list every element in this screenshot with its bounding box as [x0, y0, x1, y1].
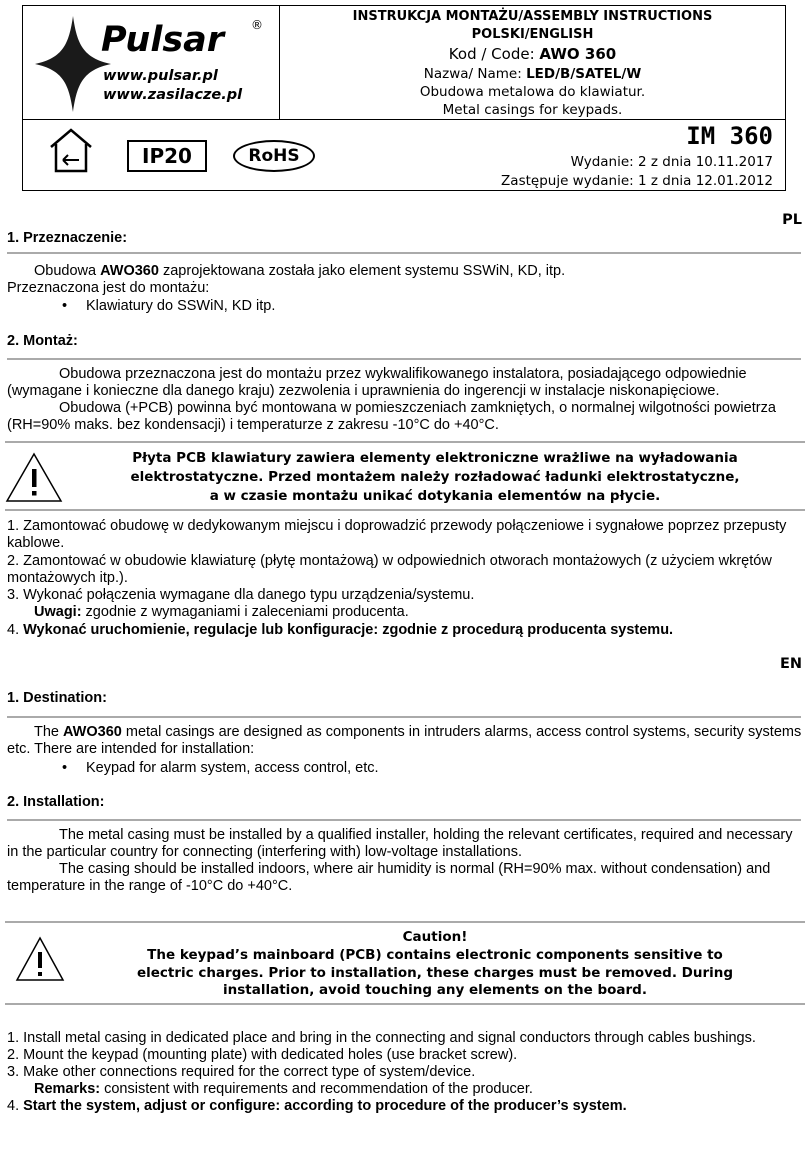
pl-warning-box [5, 441, 805, 511]
name-value: LED/B/SATEL/W [526, 66, 642, 82]
website-1: www.pulsar.pl [103, 68, 218, 84]
pl-note-text: zgodnie z wymaganiami i zaleceniami producenta. [81, 604, 409, 620]
replaces-text: Zastępuje wydanie: 1 z dnia 12.01.2012 [501, 173, 773, 189]
header-divider-horizontal [23, 119, 785, 120]
en-s2-p1: The metal casing must be installed by a qualified installer, holding the relevant certificates, required and necessary in the particular country for connecting (interfering with) low-voltage installations. [7, 827, 793, 860]
bullet-icon: • [62, 298, 68, 314]
pl-step4-text: Wykonać uruchomienie, regulacje lub konfiguracje: zgodnie z procedurą producenta systemu. [23, 622, 674, 638]
desc-en: Metal casings for keypads. [442, 102, 623, 118]
en-step2: 2. Mount the keypad (mounting plate) with dedicated holes (use bracket screw). [7, 1047, 518, 1063]
en-section2-rule [7, 819, 801, 821]
en-step4-num: 4. [7, 1098, 24, 1114]
pl-s2-p1: Obudowa przeznaczona jest do montażu przez wykwalifikowanego instalatora, posiadającego odpowiednie (wymagane i konieczne dla danego kraju) zezwolenia i uprawnienia do ingerencji w instalacje niskonapięciowe. [7, 366, 747, 399]
pl-note-label: Uwagi: [34, 604, 82, 620]
en-note-label: Remarks: [34, 1081, 101, 1097]
bullet-icon: • [62, 760, 68, 776]
lang-pl-label: PL [782, 212, 802, 228]
code-line [280, 44, 785, 65]
header-info [280, 8, 785, 119]
website-2: www.zasilacze.pl [103, 87, 243, 103]
pl-s1-product: AWO360 [100, 263, 159, 279]
pl-section2-title: 2. Montaż: [7, 333, 78, 349]
en-s1-text-c: metal casings are designed as components in intruders alarms, access control systems, security systems etc. There are intended for installation: [7, 724, 802, 757]
rohs-badge: RoHS [233, 140, 315, 172]
pl-warning-line2: elektrostatyczne. Przed montażem należy rozładować ładunki elektrostatyczne, [130, 469, 740, 485]
pl-note [34, 604, 808, 621]
warning-triangle-icon [15, 935, 65, 983]
en-s1-text-a: The [34, 724, 64, 740]
pl-section2-rule [7, 358, 801, 360]
en-warning-title: Caution! [402, 929, 468, 945]
pl-warning-line1: Płyta PCB klawiatury zawiera elementy elektroniczne wrażliwe na wyładowania [132, 450, 738, 466]
warning-triangle-icon [5, 451, 63, 503]
en-s2-p2: The casing should be installed indoors, where air humidity is normal (RH=90% max. without condensation) and temperature in the range of -10°C do +40°C. [7, 861, 771, 894]
code-value: AWO 360 [539, 45, 617, 63]
name-label: Nazwa/ Name: [423, 66, 522, 82]
pl-s1-text-c: zaprojektowana została jako element systemu SSWiN, KD, itp. [158, 263, 566, 279]
en-step1: 1. Install metal casing in dedicated place and bring in the connecting and signal conductors through cables bushings. [7, 1030, 756, 1046]
pl-section1-title: 1. Przeznaczenie: [7, 230, 128, 246]
en-warning-line3: installation, avoid touching any elements on the board. [223, 982, 647, 998]
pl-step4 [7, 622, 802, 639]
edition-text: Wydanie: 2 z dnia 10.11.2017 [570, 154, 773, 170]
pl-step3: 3. Wykonać połączenia wymagane dla danego typu urządzenia/systemu. [7, 587, 475, 603]
pl-s1-paragraph [7, 263, 802, 280]
pl-section1-rule [7, 252, 801, 254]
en-warning-box [5, 921, 805, 1005]
pl-s1-bullet-text: Klawiatury do SSWiN, KD itp. [86, 298, 276, 314]
en-step4-text: Start the system, adjust or configure: according to procedure of the producer’s system. [23, 1098, 627, 1114]
im-code: IM 360 [686, 122, 773, 150]
pl-step1: 1. Zamontować obudowę w dedykowanym miejscu i doprowadzić przewody połączeniowe i sygnałowe poprzez przepusty kablowe. [7, 518, 787, 551]
pl-step4-num: 4. [7, 622, 24, 638]
code-label: Kod / Code: [448, 45, 535, 63]
doc-title: INSTRUKCJA MONTAŻU/ASSEMBLY INSTRUCTIONS [352, 9, 713, 24]
ip20-badge: IP20 [127, 140, 207, 172]
en-step4 [7, 1098, 802, 1115]
pl-s2-p2: Obudowa (+PCB) powinna być montowana w pomieszczeniach zamkniętych, o normalnej wilgotności powietrza (RH=90% maks. bez kondensacji) i temperaturze z zakresu -10°C do +40°C. [7, 400, 776, 433]
name-line [280, 65, 785, 83]
doc-subtitle: POLSKI/ENGLISH [471, 27, 594, 42]
en-note-text: consistent with requirements and recommendation of the producer. [100, 1081, 533, 1097]
pl-s1-text-a: Obudowa [34, 263, 101, 279]
en-warning-line1: The keypad’s mainboard (PCB) contains electronic components sensitive to [147, 947, 723, 963]
en-s1-paragraph [7, 724, 802, 758]
desc-pl: Obudowa metalowa do klawiatur. [419, 84, 646, 100]
pl-step2: 2. Zamontować w obudowie klawiaturę (płytę montażową) w odpowiednich otworach montażowych (z użyciem wkrętów montażowych itp.). [7, 553, 772, 586]
en-s1-product: AWO360 [63, 724, 122, 740]
en-warning-line2: electric charges. Prior to installation, these charges must be removed. During [136, 965, 734, 981]
en-step3: 3. Make other connections required for the correct type of system/device. [7, 1064, 476, 1080]
lang-en-label: EN [779, 656, 802, 672]
en-section2-title: 2. Installation: [7, 794, 105, 810]
registered-mark: ® [251, 18, 263, 32]
pl-warning-line3: a w czasie montażu unikać dotykania elementów na płycie. [209, 488, 661, 504]
pl-s1-p2: Przeznaczona jest do montażu: [7, 280, 210, 296]
header-box [22, 5, 786, 191]
en-section1-rule [7, 716, 801, 718]
en-section1-title: 1. Destination: [7, 690, 107, 706]
en-note [34, 1081, 808, 1098]
indoor-house-icon [47, 127, 95, 173]
brand-logo: Pulsar [101, 20, 225, 60]
en-s1-bullet [62, 760, 808, 777]
en-s1-bullet-text: Keypad for alarm system, access control, etc. [86, 760, 379, 776]
pl-s1-bullet [62, 298, 808, 315]
